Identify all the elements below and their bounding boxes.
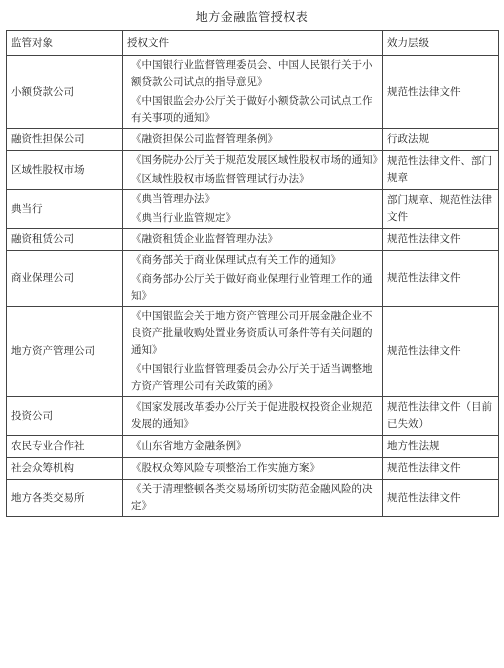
effect-level-cell: 规范性法律文件 bbox=[383, 251, 499, 307]
authorization-doc: 《区域性股权市场监督管理试行办法》 bbox=[131, 173, 310, 185]
authorization-doc: 《山东省地方金融条例》 bbox=[131, 440, 247, 452]
supervised-subject-cell: 商业保理公司 bbox=[7, 251, 123, 307]
authorization-doc: 《商务部办公厅关于做好商业保理行业管理工作的通知》 bbox=[131, 273, 373, 302]
header-row bbox=[7, 31, 499, 56]
authorization-docs-cell bbox=[123, 458, 383, 480]
table-body bbox=[7, 56, 499, 517]
supervised-subject-cell: 融资性担保公司 bbox=[7, 129, 123, 151]
authorization-doc: 《典当管理办法》 bbox=[131, 193, 215, 205]
table-row bbox=[7, 397, 499, 436]
authorization-doc: 《关于清理整顿各类交易场所切实防范金融风险的决定》 bbox=[131, 483, 373, 512]
authorization-doc: 《中国银监会关于地方资产管理公司开展金融企业不良资产批量收购处置业务资质认可条件等有关问题的通知》 bbox=[131, 310, 373, 356]
effect-level-cell: 规范性法律文件（目前已失效） bbox=[383, 397, 499, 436]
supervised-subject-cell: 小额贷款公司 bbox=[7, 56, 123, 129]
authorization-docs-cell bbox=[123, 436, 383, 458]
effect-level-cell: 地方性法规 bbox=[383, 436, 499, 458]
authorization-doc: 《融资担保公司监督管理条例》 bbox=[131, 133, 278, 145]
supervised-subject-cell: 区域性股权市场 bbox=[7, 151, 123, 190]
table-row bbox=[7, 307, 499, 397]
table-row bbox=[7, 480, 499, 517]
table-row bbox=[7, 190, 499, 229]
supervised-subject-cell: 社会众筹机构 bbox=[7, 458, 123, 480]
table-row bbox=[7, 151, 499, 190]
supervised-subject-cell: 地方各类交易所 bbox=[7, 480, 123, 517]
authorization-doc: 《中国银行业监督管理委员会、中国人民银行关于小额贷款公司试点的指导意见》 bbox=[131, 59, 373, 88]
table-row bbox=[7, 229, 499, 251]
header-subject: 监管对象 bbox=[7, 31, 123, 56]
table-row bbox=[7, 436, 499, 458]
authorization-doc: 《股权众筹风险专项整治工作实施方案》 bbox=[131, 462, 320, 474]
header-level: 效力层级 bbox=[383, 31, 499, 56]
supervised-subject-cell: 融资租赁公司 bbox=[7, 229, 123, 251]
authorization-doc: 《国务院办公厅关于规范发展区域性股权市场的通知》 bbox=[131, 154, 383, 166]
effect-level-cell: 规范性法律文件 bbox=[383, 229, 499, 251]
authorization-docs-cell bbox=[123, 229, 383, 251]
authorization-docs-cell bbox=[123, 480, 383, 517]
authorization-doc: 《融资租赁企业监督管理办法》 bbox=[131, 233, 278, 245]
authorization-table bbox=[6, 30, 499, 517]
effect-level-cell: 规范性法律文件 bbox=[383, 56, 499, 129]
authorization-docs-cell bbox=[123, 129, 383, 151]
table-title: 地方金融监管授权表 bbox=[195, 10, 309, 24]
table-row bbox=[7, 251, 499, 307]
supervised-subject-cell: 典当行 bbox=[7, 190, 123, 229]
supervised-subject-cell: 投资公司 bbox=[7, 397, 123, 436]
authorization-doc: 《商务部关于商业保理试点有关工作的通知》 bbox=[131, 254, 341, 266]
authorization-doc: 《中国银行业监督管理委员会办公厅关于适当调整地方资产管理公司有关政策的函》 bbox=[131, 363, 373, 392]
effect-level-cell: 规范性法律文件 bbox=[383, 458, 499, 480]
authorization-docs-cell bbox=[123, 190, 383, 229]
header-docs: 授权文件 bbox=[123, 31, 383, 56]
authorization-docs-cell bbox=[123, 307, 383, 397]
table-row bbox=[7, 56, 499, 129]
effect-level-cell: 规范性法律文件 bbox=[383, 307, 499, 397]
effect-level-cell: 规范性法律文件、部门规章 bbox=[383, 151, 499, 190]
supervised-subject-cell: 地方资产管理公司 bbox=[7, 307, 123, 397]
authorization-docs-cell bbox=[123, 397, 383, 436]
authorization-doc: 《国家发展改革委办公厅关于促进股权投资企业规范发展的通知》 bbox=[131, 401, 373, 430]
supervised-subject-cell: 农民专业合作社 bbox=[7, 436, 123, 458]
authorization-docs-cell bbox=[123, 56, 383, 129]
effect-level-cell: 规范性法律文件 bbox=[383, 480, 499, 517]
authorization-doc: 《中国银监会办公厅关于做好小额贷款公司试点工作有关事项的通知》 bbox=[131, 95, 373, 124]
effect-level-cell: 部门规章、规范性法律文件 bbox=[383, 190, 499, 229]
authorization-docs-cell bbox=[123, 151, 383, 190]
effect-level-cell: 行政法规 bbox=[383, 129, 499, 151]
authorization-docs-cell bbox=[123, 251, 383, 307]
table-row bbox=[7, 129, 499, 151]
authorization-doc: 《典当行业监管规定》 bbox=[131, 212, 236, 224]
table-row bbox=[7, 458, 499, 480]
